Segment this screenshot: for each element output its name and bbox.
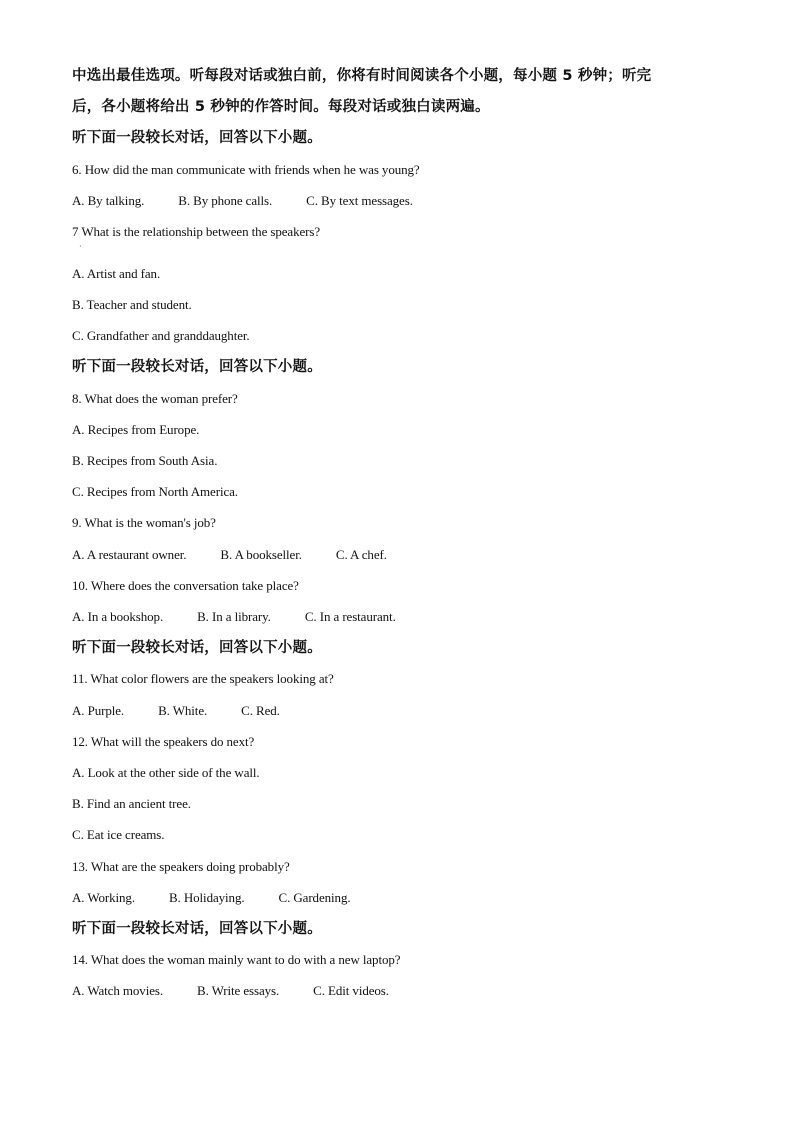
- q9-option-c: C. A chef.: [335, 547, 387, 562]
- q6-option-a: A. By talking.: [72, 193, 145, 208]
- question-10: 10. Where does the conversation take place?: [72, 578, 299, 593]
- q11-option-b: B. White.: [158, 703, 208, 718]
- q11-option-a: A. Purple.: [72, 703, 125, 718]
- question-14-options: [72, 983, 389, 999]
- question-7: 7 What is the relationship between the speakers?: [72, 224, 321, 239]
- q9-option-a: A. A restaurant owner.: [72, 547, 187, 562]
- question-13: 13. What are the speakers doing probably?: [72, 859, 290, 874]
- q7-option-b: B. Teacher and student.: [72, 297, 192, 312]
- q11-option-c: C. Red.: [241, 703, 280, 718]
- q10-option-c: C. In a restaurant.: [304, 609, 396, 624]
- q12-option-c: C. Eat ice creams.: [72, 827, 165, 842]
- stray-mark: ·: [79, 242, 82, 251]
- q13-option-c: C. Gardening.: [278, 890, 351, 905]
- q13-option-a: A. Working.: [72, 890, 135, 905]
- q7-option-c: C. Grandfather and granddaughter.: [72, 328, 250, 343]
- q8-option-a: A. Recipes from Europe.: [72, 422, 200, 437]
- question-14: 14. What does the woman mainly want to do with a new laptop?: [72, 952, 401, 967]
- instructions-line-2: 后，各小题将给出 5 秒钟的作答时间。每段对话或独白读两遍。: [72, 99, 490, 115]
- section-heading-3: 听下面一段较长对话，回答以下小题。: [72, 640, 322, 656]
- section-heading-4: 听下面一段较长对话，回答以下小题。: [72, 921, 322, 937]
- question-8: 8. What does the woman prefer?: [72, 391, 238, 406]
- question-11: 11. What color flowers are the speakers looking at?: [72, 671, 334, 686]
- q10-option-a: A. In a bookshop.: [72, 609, 164, 624]
- q8-option-c: C. Recipes from North America.: [72, 484, 238, 499]
- q14-option-b: B. Write essays.: [197, 983, 280, 998]
- q7-option-a: A. Artist and fan.: [72, 266, 161, 281]
- q13-option-b: B. Holidaying.: [168, 890, 245, 905]
- q14-option-a: A. Watch movies.: [72, 983, 163, 998]
- q12-option-b: B. Find an ancient tree.: [72, 796, 191, 811]
- q12-option-a: A. Look at the other side of the wall.: [72, 765, 260, 780]
- q8-option-b: B. Recipes from South Asia.: [72, 453, 218, 468]
- question-6: 6. How did the man communicate with friends when he was young?: [72, 162, 420, 177]
- question-6-options: [72, 193, 413, 209]
- q6-option-b: B. By phone calls.: [178, 193, 273, 208]
- section-heading-1: 听下面一段较长对话，回答以下小题。: [72, 130, 322, 146]
- question-10-options: [72, 609, 396, 625]
- question-11-options: [72, 703, 280, 719]
- q10-option-b: B. In a library.: [197, 609, 271, 624]
- q6-option-c: C. By text messages.: [306, 193, 413, 208]
- question-13-options: [72, 890, 351, 906]
- section-heading-2: 听下面一段较长对话，回答以下小题。: [72, 359, 322, 375]
- question-9-options: [72, 547, 387, 563]
- question-12: 12. What will the speakers do next?: [72, 734, 255, 749]
- q14-option-c: C. Edit videos.: [313, 983, 389, 998]
- instructions-line-1: 中选出最佳选项。听每段对话或独白前，你将有时间阅读各个小题，每小题 5 秒钟；听完: [72, 68, 652, 84]
- q9-option-b: B. A bookseller.: [220, 547, 302, 562]
- question-9: 9. What is the woman's job?: [72, 515, 216, 530]
